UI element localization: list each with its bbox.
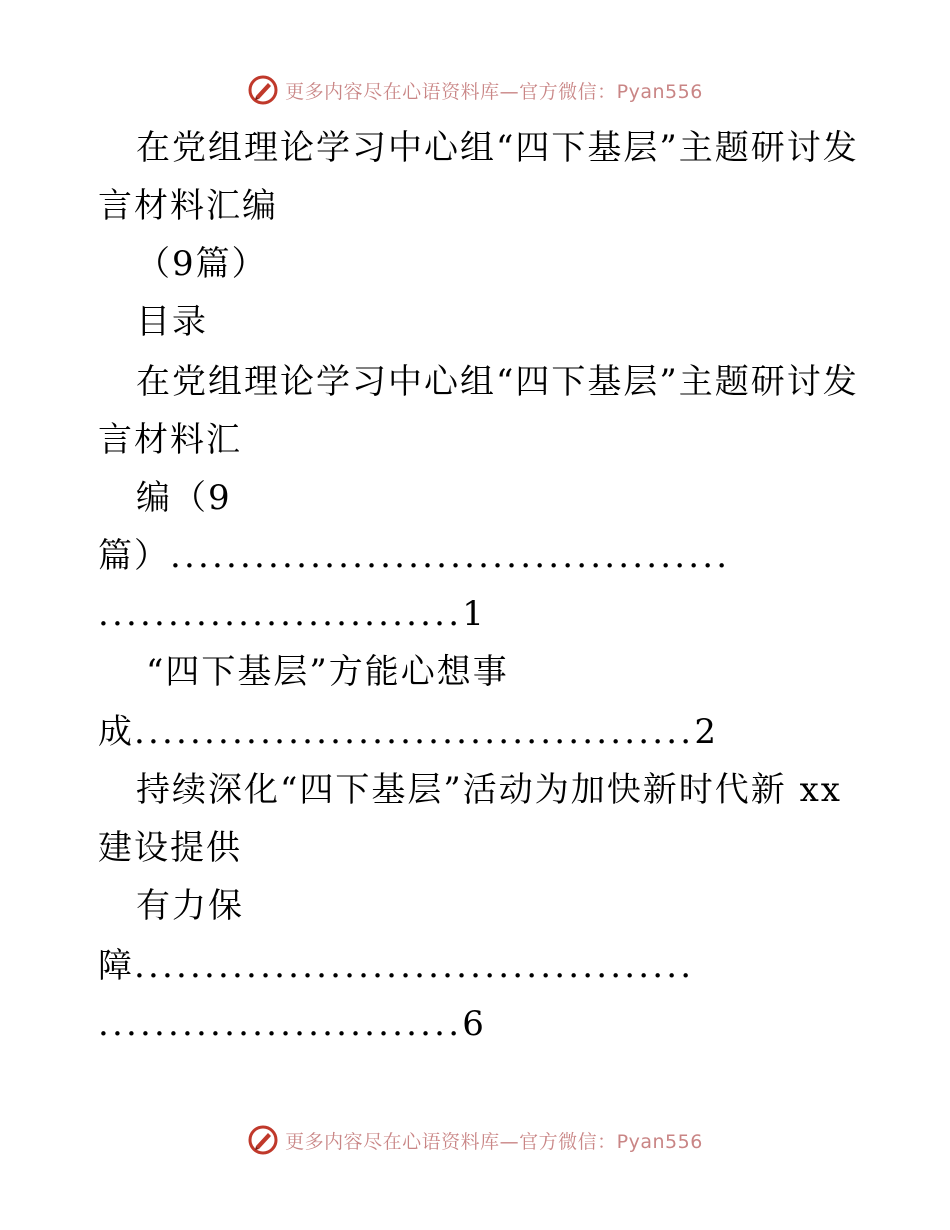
doc-title-line-1: 在党组理论学习中心组“四下基层”主题研讨发 (136, 128, 859, 168)
watermark-text: 更多内容尽在心语资料库—官方微信：Pyan556 (285, 1130, 703, 1153)
toc-entry-2-lead: 成 (98, 712, 134, 752)
toc-entry-2-page: 2 (694, 712, 718, 752)
toc-entry-3-line-3[interactable]: 有力保 (136, 886, 244, 926)
toc-entry-1-lead: 篇） (98, 536, 170, 576)
toc-entry-1-page: 1 (462, 594, 486, 634)
pen-logo-icon (247, 74, 279, 106)
toc-entry-3-page-line[interactable] (98, 1004, 868, 1044)
watermark-footer (0, 1120, 950, 1160)
toc-heading: 目录 (136, 302, 208, 342)
pen-logo-icon (247, 1124, 279, 1156)
watermark-text: 更多内容尽在心语资料库—官方微信：Pyan556 (285, 80, 703, 103)
doc-count: （9篇） (136, 244, 268, 284)
toc-entry-1-line-1[interactable]: 在党组理论学习中心组“四下基层”主题研讨发 (136, 362, 859, 402)
toc-entry-1-dots-2: .......................... (98, 594, 463, 634)
toc-entry-3-line-1[interactable]: 持续深化“四下基层”活动为加快新时代新 xx (136, 770, 842, 810)
toc-entry-3-leader-line[interactable] (98, 946, 868, 986)
toc-entry-1-dots: ........................................ (170, 536, 731, 576)
toc-entry-3-lead: 障 (98, 946, 134, 986)
toc-entry-2-leader-line[interactable] (98, 712, 868, 752)
toc-entry-3-page: 6 (462, 1004, 486, 1044)
toc-entry-1-line-2[interactable]: 言材料汇 (98, 420, 242, 460)
toc-entry-3-line-2[interactable]: 建设提供 (98, 828, 242, 868)
toc-entry-2-dots: ........................................ (134, 712, 695, 752)
doc-title-line-2: 言材料汇编 (98, 186, 278, 226)
toc-entry-3-dots-2: .......................... (98, 1004, 463, 1044)
toc-entry-1-page-line[interactable] (98, 594, 868, 634)
toc-entry-1-leader-line[interactable] (98, 536, 868, 576)
toc-entry-2-line-1[interactable]: “四下基层”方能心想事 (146, 652, 509, 692)
watermark-header (0, 70, 950, 110)
toc-entry-3-dots: ........................................ (134, 946, 695, 986)
toc-entry-1-line-3[interactable]: 编（9 (136, 478, 232, 518)
